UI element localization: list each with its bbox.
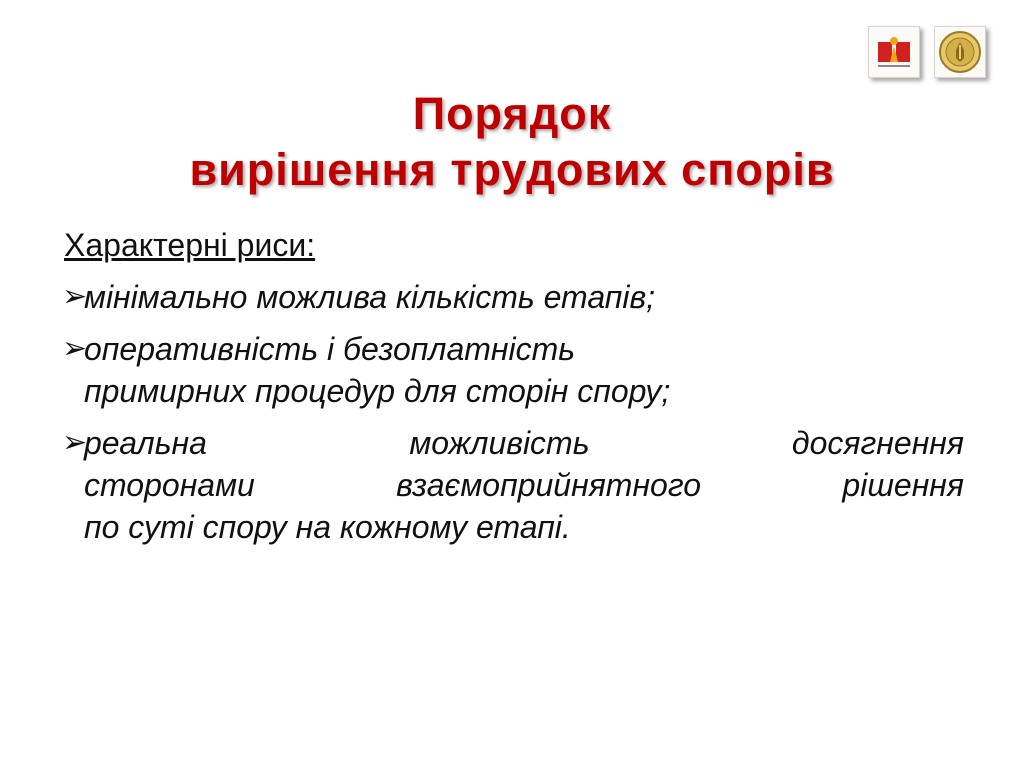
list-item-line: примирних процедур для сторін спору; bbox=[84, 373, 671, 409]
logos bbox=[868, 26, 986, 78]
list-item-line: реальна можливість досягнення bbox=[84, 425, 964, 461]
slide-body bbox=[64, 224, 964, 558]
arrow-bullet-icon: ➢ bbox=[62, 332, 88, 365]
title-line-2: вирішення трудових спорів bbox=[189, 144, 835, 195]
list-item-line: оперативність і безоплатність bbox=[84, 331, 576, 367]
list-item-text: мінімально можлива кількість етапів; bbox=[84, 279, 656, 315]
state-seal-logo bbox=[934, 26, 986, 78]
seal-emblem-icon bbox=[938, 30, 982, 74]
book-figure-icon bbox=[874, 32, 914, 72]
institution-logo bbox=[868, 26, 920, 78]
list-item bbox=[64, 276, 964, 318]
arrow-bullet-icon: ➢ bbox=[62, 426, 88, 459]
list-item bbox=[64, 422, 964, 548]
list-item-line: сторонами взаємоприйнятного рішення bbox=[84, 467, 964, 503]
arrow-bullet-icon: ➢ bbox=[62, 280, 88, 313]
title-line-1: Порядок bbox=[412, 88, 612, 139]
list-item bbox=[64, 328, 964, 412]
section-heading: Характерні риси: bbox=[64, 227, 316, 263]
list-item-text bbox=[84, 328, 964, 412]
list-item-text bbox=[84, 422, 964, 548]
list-item-line: по суті спору на кожному етапі. bbox=[84, 509, 571, 545]
slide-title bbox=[0, 86, 1024, 198]
